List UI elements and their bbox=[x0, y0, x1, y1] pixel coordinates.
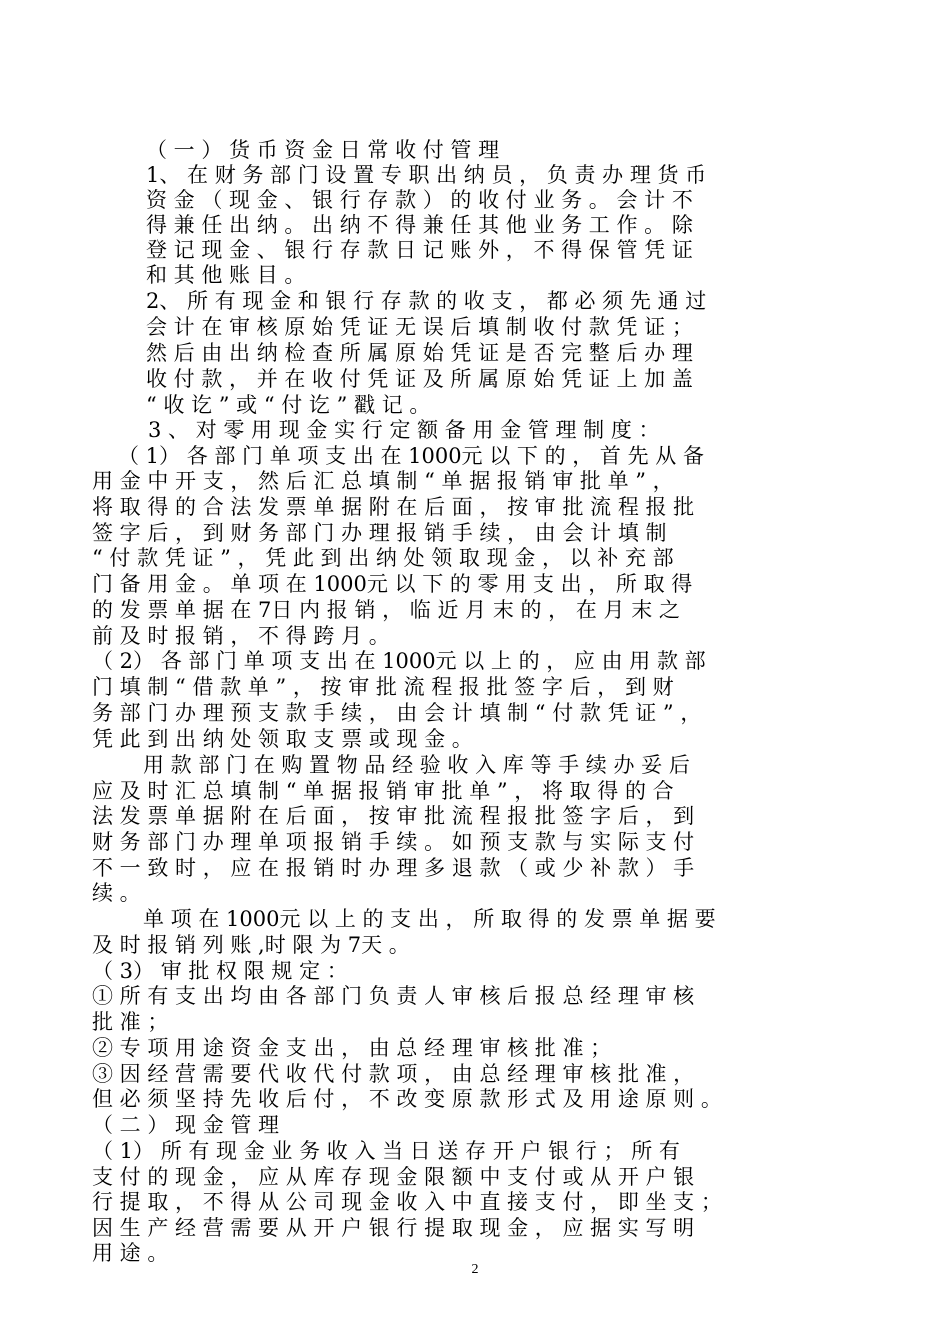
text-line: 3 、 对 零 用 现 金 实 行 定 额 备 用 金 管 理 制 度 ： bbox=[148, 418, 660, 442]
text-line: 登 记 现 金 、 银 行 存 款 日 记 账 外 ， 不 得 保 管 凭 证 bbox=[146, 238, 693, 262]
text-line: 用 款 部 门 在 购 置 物 品 经 验 收 入 库 等 手 续 办 妥 后 bbox=[143, 753, 690, 777]
text-line: 门 填 制 “ 借 款 单 ” ， 按 审 批 流 程 报 批 签 字 后 ， 到 财 bbox=[92, 675, 674, 699]
text-line: 资 金 （ 现 金 、 银 行 存 款 ） 的 收 付 业 务 。 会 计 不 bbox=[146, 188, 693, 212]
text-line: 收 付 款 ， 并 在 收 付 凭 证 及 所 属 原 始 凭 证 上 加 盖 bbox=[146, 367, 693, 391]
text-line: 单 项 在 1000元 以 上 的 支 出 ， 所 取 得 的 发 票 单 据 要 bbox=[143, 907, 716, 931]
text-line: 但 必 须 坚 持 先 收 后 付 ， 不 改 变 原 款 形 式 及 用 途 原 则 。 bbox=[92, 1087, 722, 1111]
text-line: ① 所 有 支 出 均 由 各 部 门 负 责 人 审 核 后 报 总 经 理 审 核 bbox=[92, 984, 695, 1008]
text-line: 用 金 中 开 支 ， 然 后 汇 总 填 制 “ 单 据 报 销 审 批 单 ” ， bbox=[92, 469, 674, 493]
text-line: 应 及 时 汇 总 填 制 “ 单 据 报 销 审 批 单 ” ， 将 取 得 的 合 bbox=[92, 779, 674, 803]
section-heading-cash-management: （ 二 ） 现 金 管 理 bbox=[92, 1113, 280, 1137]
text-line: 续 。 bbox=[92, 881, 141, 905]
text-line: ② 专 项 用 途 资 金 支 出 ， 由 总 经 理 审 核 批 准 ； bbox=[92, 1036, 612, 1060]
text-line: （ 1） 所 有 现 金 业 务 收 入 当 日 送 存 开 户 银 行 ； 所 有 bbox=[92, 1139, 680, 1163]
text-line: 会 计 在 审 核 原 始 凭 证 无 误 后 填 制 收 付 款 凭 证 ； bbox=[146, 315, 693, 339]
text-line: （ 1） 各 部 门 单 项 支 出 在 1000元 以 下 的 ， 首 先 从 备 bbox=[118, 444, 704, 468]
text-line: 因 生 产 经 营 需 要 从 开 户 银 行 提 取 现 金 ， 应 据 实 写 明 bbox=[92, 1216, 695, 1240]
text-line: 得 兼 任 出 纳 。 出 纳 不 得 兼 任 其 他 业 务 工 作 。 除 bbox=[146, 213, 693, 237]
text-line: “ 付 款 凭 证 ” ， 凭 此 到 出 纳 处 领 取 现 金 ， 以 补 充 部 bbox=[92, 546, 674, 570]
text-line: 门 备 用 金 。 单 项 在 1000元 以 下 的 零 用 支 出 ， 所 取 得 bbox=[92, 572, 693, 596]
text-line: （ 2） 各 部 门 单 项 支 出 在 1000元 以 上 的 ， 应 由 用 款 部 bbox=[92, 649, 706, 673]
text-line: 法 发 票 单 据 附 在 后 面 ， 按 审 批 流 程 报 批 签 字 后 ， 到 bbox=[92, 804, 695, 828]
section-heading-monetary-funds: （ 一 ） 货 币 资 金 日 常 收 付 管 理 bbox=[146, 138, 500, 162]
text-line: 用 途 。 bbox=[92, 1241, 169, 1265]
text-line: 的 发 票 单 据 在 7日 内 报 销 ， 临 近 月 末 的 ， 在 月 末 之 bbox=[92, 598, 680, 622]
text-line: 行 提 取 ， 不 得 从 公 司 现 金 收 入 中 直 接 支 付 ， 即 坐 支 ； bbox=[92, 1190, 722, 1214]
text-line: 批 准 ； bbox=[92, 1010, 169, 1034]
text-line: （ 3） 审 批 权 限 规 定 ： bbox=[92, 959, 348, 983]
text-line: 1、 在 财 务 部 门 设 置 专 职 出 纳 员 ， 负 责 办 理 货 币 bbox=[146, 163, 707, 187]
text-line: 前 及 时 报 销 ， 不 得 跨 月 。 bbox=[92, 624, 390, 648]
text-line: ③ 因 经 营 需 要 代 收 代 付 款 项 ， 由 总 经 理 审 核 批 准 ， bbox=[92, 1062, 695, 1086]
text-line: 务 部 门 办 理 预 支 款 手 续 ， 由 会 计 填 制 “ 付 款 凭 证 ” ， bbox=[92, 701, 702, 725]
text-line: 及 时 报 销 列 账 ,时 限 为 7天 。 bbox=[92, 933, 410, 957]
text-line: 支 付 的 现 金 ， 应 从 库 存 现 金 限 额 中 支 付 或 从 开 户 银 bbox=[92, 1165, 695, 1189]
text-line: “ 收 讫 ” 或 “ 付 讫 ” 戳 记 。 bbox=[146, 393, 431, 417]
text-line: 2、 所 有 现 金 和 银 行 存 款 的 收 支 ， 都 必 须 先 通 过 bbox=[146, 289, 707, 313]
text-line: 财 务 部 门 办 理 单 项 报 销 手 续 。 如 预 支 款 与 实 际 支 付 bbox=[92, 830, 695, 854]
text-line: 签 字 后 ， 到 财 务 部 门 办 理 报 销 手 续 ， 由 会 计 填 制 bbox=[92, 521, 667, 545]
text-line: 凭 此 到 出 纳 处 领 取 支 票 或 现 金 。 bbox=[92, 727, 473, 751]
page-number: 2 bbox=[471, 1262, 479, 1277]
text-line: 然 后 由 出 纳 检 查 所 属 原 始 凭 证 是 否 完 整 后 办 理 bbox=[146, 341, 693, 365]
text-line: 不 一 致 时 ， 应 在 报 销 时 办 理 多 退 款 （ 或 少 补 款 ） 手 bbox=[92, 856, 695, 880]
text-line: 和 其 他 账 目 。 bbox=[146, 263, 306, 287]
text-line: 将 取 得 的 合 法 发 票 单 据 附 在 后 面 ， 按 审 批 流 程 报 批 bbox=[92, 495, 695, 519]
